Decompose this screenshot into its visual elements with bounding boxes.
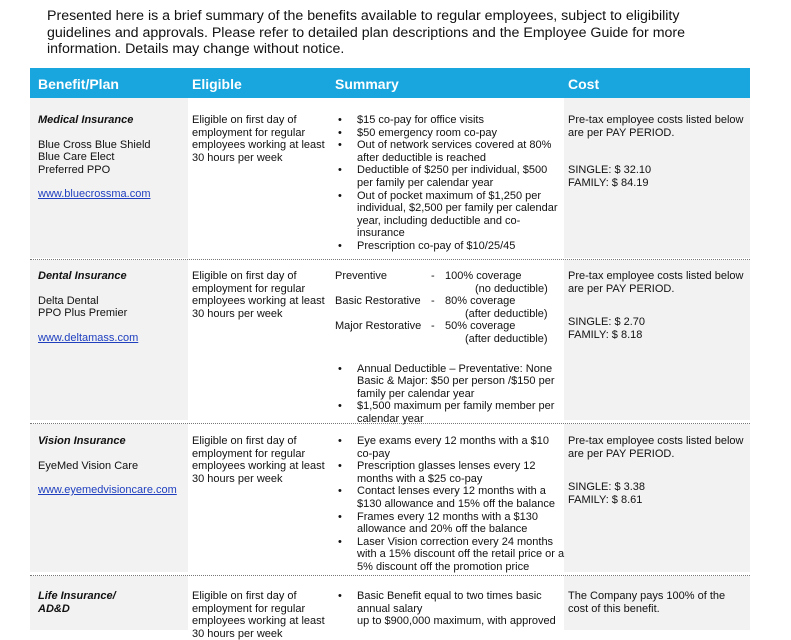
medical-summary: [335, 114, 565, 253]
header-eligibility: Eligible: [192, 76, 242, 92]
list-item: • $15 co-pay for office visits: [335, 114, 565, 127]
medical-provider-2: Blue Care Elect: [38, 151, 115, 164]
life-summary: [335, 590, 565, 628]
vision-link[interactable]: www.eyemedvisioncare.com: [38, 484, 177, 497]
coverage-dash: -: [431, 270, 435, 282]
life-eligibility: Eligible on first day of employment for regular employees working at least 30 hours per week: [192, 590, 325, 640]
list-item: • Eye exams every 12 months with a $10 co-pay: [335, 435, 565, 460]
coverage-value: 50% coverage: [445, 320, 516, 333]
medical-title: Medical Insurance: [38, 114, 134, 126]
dental-provider-2: PPO Plus Premier: [38, 307, 128, 320]
coverage-note: (after deductible): [465, 307, 548, 320]
medical-plan: [38, 114, 188, 201]
dental-single: SINGLE: $ 2.70: [568, 316, 646, 329]
dental-provider-1: Delta Dental: [38, 294, 99, 307]
medical-cost: [568, 114, 748, 189]
dental-family: FAMILY: $ 8.18: [568, 328, 643, 341]
list-item: • Basic Benefit equal to two times basic annual salary: [335, 590, 565, 615]
list-item: • Frames every 12 months with a $130 allowance and 20% off the balance: [335, 511, 565, 536]
list-item: • Annual Deductible – Preventative: None Basic & Major: $50 per person /$150 per family per calendar year: [335, 363, 565, 401]
coverage-dash: -: [431, 320, 435, 333]
vision-cost: [568, 435, 748, 506]
intro-paragraph: Presented here is a brief summary of the benefits available to regular employees, subject to eligibility guidelines and approvals. Please refer to detailed plan descriptions and the Employee Guide for more information. Details may change without notice.: [47, 8, 686, 57]
life-row: [30, 576, 750, 640]
life-plan: [38, 590, 188, 615]
vision-plan: [38, 435, 188, 497]
medical-provider-3: Preferred PPO: [38, 163, 111, 176]
medical-family: FAMILY: $ 84.19: [568, 176, 649, 189]
dental-eligibility: Eligible on first day of employment for regular employees working at least 30 hours per week: [192, 270, 325, 320]
table-header: [30, 68, 750, 98]
list-item: • $50 emergency room co-pay: [335, 127, 565, 140]
coverage-note: (no deductible): [475, 282, 548, 295]
dental-link[interactable]: www.deltamass.com: [38, 331, 139, 344]
vision-single: SINGLE: $ 3.38: [568, 481, 646, 494]
coverage-dash: -: [431, 295, 435, 308]
header-summary: Summary: [335, 76, 399, 92]
coverage-name: Major Restorative: [335, 320, 422, 333]
dental-title: Dental Insurance: [38, 270, 127, 282]
vision-family: FAMILY: $ 8.61: [568, 493, 643, 506]
medical-eligibility: Eligible on first day of employment for regular employees working at least 30 hours per week: [192, 114, 325, 164]
coverage-name: Preventive: [335, 270, 387, 282]
coverage-value: 100% coverage: [445, 270, 522, 282]
medical-single: SINGLE: $ 32.10: [568, 164, 652, 177]
vision-summary: [335, 435, 565, 574]
header-plan: Benefit/Plan: [38, 76, 119, 92]
list-item: • Deductible of $250 per individual, $500 per family per calendar year: [335, 164, 565, 189]
dental-coverage-row: [335, 270, 565, 283]
medical-provider-1: Blue Cross Blue Shield: [38, 138, 151, 151]
header-cost: Cost: [568, 76, 600, 92]
list-item: • Out of pocket maximum of $1,250 per individual, $2,500 per family per calendar year, including deductible and co-insurance: [335, 190, 565, 240]
dental-plan: [38, 270, 188, 344]
coverage-note: (after deductible): [465, 332, 548, 345]
life-cost: The Company pays 100% of the cost of this benefit.: [568, 590, 726, 615]
vision-provider-1: EyeMed Vision Care: [38, 459, 139, 472]
coverage-name: Basic Restorative: [335, 295, 421, 308]
life-title: Life Insurance/: [38, 590, 116, 602]
vision-eligibility: Eligible on first day of employment for regular employees working at least 30 hours per week: [192, 435, 325, 485]
vision-title: Vision Insurance: [38, 435, 126, 447]
coverage-value: 80% coverage: [445, 295, 516, 308]
dental-row: [30, 260, 750, 425]
medical-row: [30, 98, 750, 258]
dental-summary: [335, 270, 565, 426]
list-item: • $1,500 maximum per family member per calendar year: [335, 400, 565, 425]
list-item: • Prescription co-pay of $10/25/45: [335, 240, 565, 253]
life-title-2: AD&D: [38, 602, 70, 615]
dental-coverage-row: [335, 295, 565, 308]
medical-link[interactable]: www.bluecrossma.com: [38, 188, 151, 201]
list-item: • Laser Vision correction every 24 months with a 15% discount off the retail price or a 5% discount off the promotion price: [335, 536, 565, 574]
medical-cost-note: Pre-tax employee costs listed below are per PAY PERIOD.: [568, 114, 744, 139]
vision-cost-note: Pre-tax employee costs listed below are per PAY PERIOD.: [568, 435, 744, 460]
dental-coverage-row: [335, 320, 565, 333]
life-summary-continuation: up to $900,000 maximum, with approved: [357, 615, 556, 628]
dental-cost: [568, 270, 748, 341]
list-item: • Prescription glasses lenses every 12 months with a $25 co-pay: [335, 460, 565, 485]
vision-row: [30, 424, 750, 572]
list-item: • Contact lenses every 12 months with a $130 allowance and 15% off the balance: [335, 485, 565, 510]
list-item: • Out of network services covered at 80% after deductible is reached: [335, 139, 565, 164]
dental-cost-note: Pre-tax employee costs listed below are per PAY PERIOD.: [568, 270, 744, 295]
